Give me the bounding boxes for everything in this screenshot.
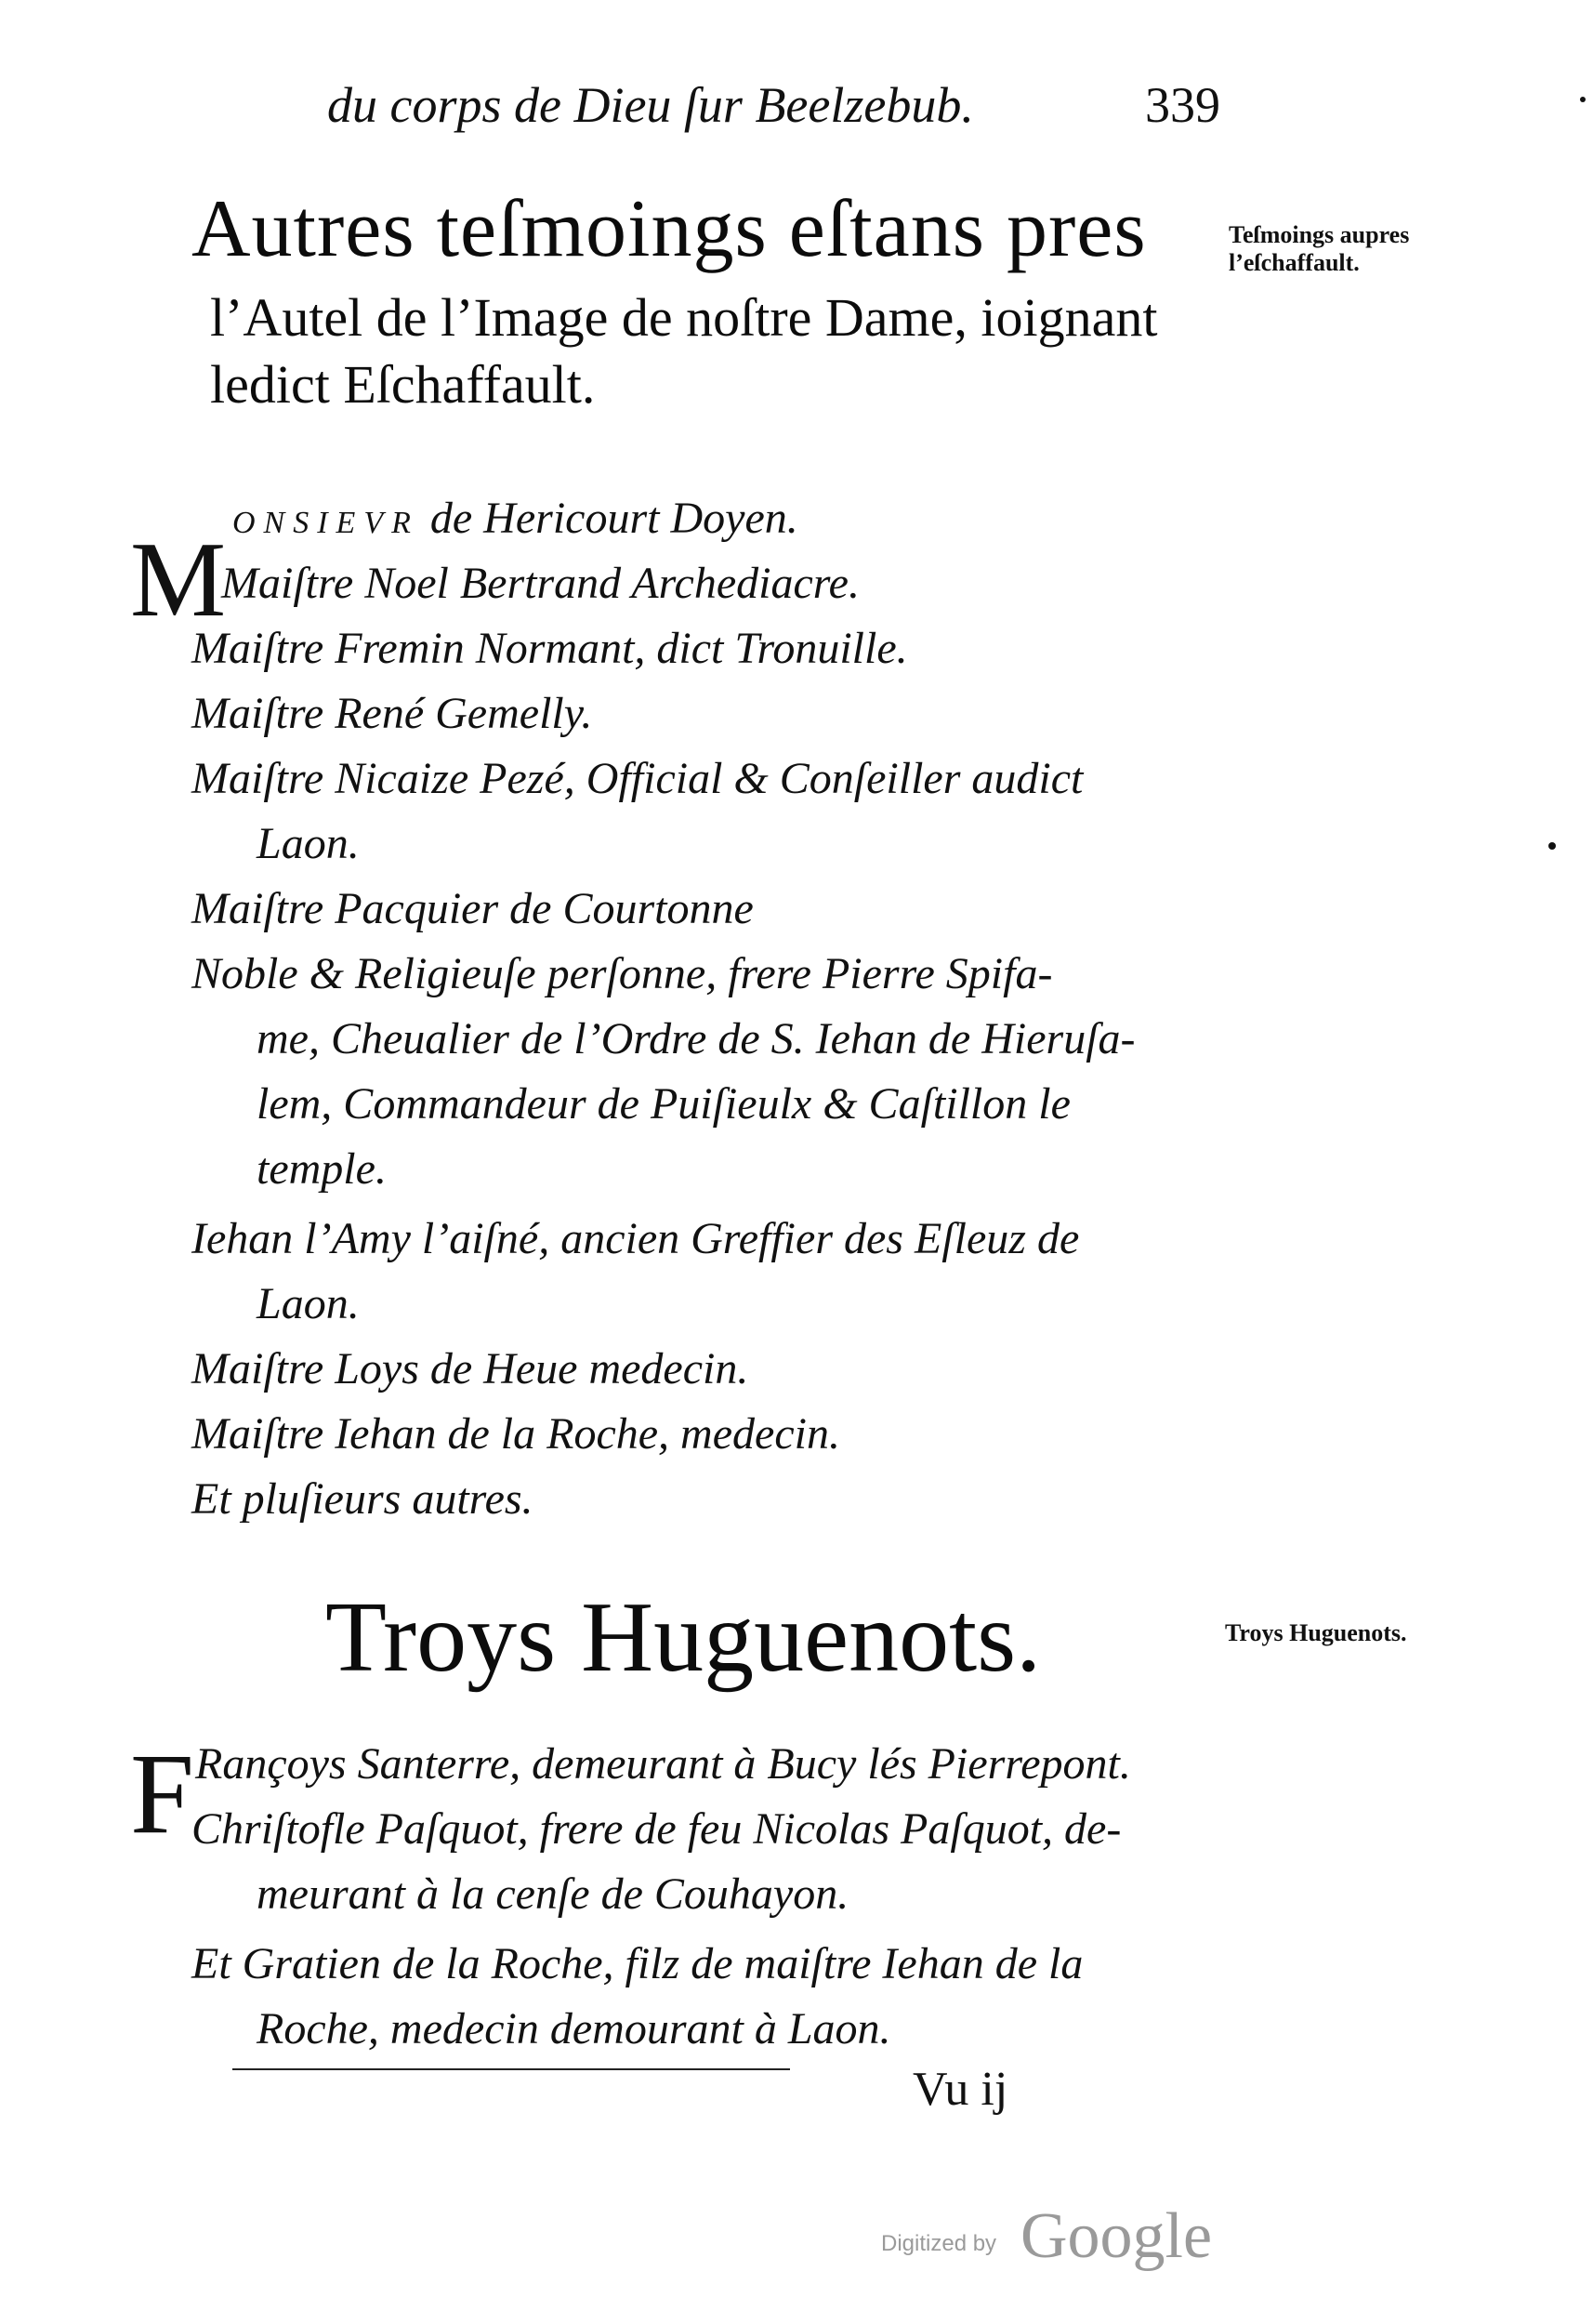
drop-cap-m: M xyxy=(130,521,227,640)
running-head: du corps de Dieu ſur Beelzebub. xyxy=(327,77,974,133)
list-item: Maiſtre René Gemelly. xyxy=(191,689,593,738)
list-item: temple. xyxy=(257,1144,387,1194)
side-note-huguenots: Troys Huguenots. xyxy=(1225,1619,1407,1646)
list-item: Laon. xyxy=(257,819,360,868)
scan-speck xyxy=(1580,97,1586,102)
list-item: Noble & Religieuſe perſonne, frere Pierre Spifa- xyxy=(191,949,1053,998)
list-item: Et Gratien de la Roche, filz de maiſtre Iehan de la xyxy=(191,1939,1084,1988)
list-item: Roche, medecin demourant à Laon. xyxy=(257,2004,891,2053)
list-item: Maiſtre Nicaize Pezé, Official & Conſeiller audict xyxy=(191,754,1084,803)
list-item: Laon. xyxy=(257,1279,360,1328)
list-item: Chriſtofle Paſquot, frere de feu Nicolas Paſquot, de- xyxy=(191,1804,1122,1854)
list-item: Maiſtre Iehan de la Roche, medecin. xyxy=(191,1409,840,1459)
list-item: Maiſtre Fremin Normant, dict Tronuille. xyxy=(191,624,908,673)
section-heading-huguenots: Troys Huguenots. xyxy=(325,1582,1042,1693)
list-item: lem, Commandeur de Puiſieulx & Caſtillon le xyxy=(257,1079,1071,1129)
scan-speck xyxy=(1548,842,1556,850)
section-heading-line-2: l’Autel de l’Image de noſtre Dame, ioignant xyxy=(210,287,1158,348)
drop-cap-f: F xyxy=(130,1730,194,1857)
list-first-line-rest: de Hericourt Doyen. xyxy=(429,494,798,543)
list-item: Maiſtre Pacquier de Courtonne xyxy=(191,884,754,933)
list-item: Et pluſieurs autres. xyxy=(191,1474,533,1524)
list-item: Maiſtre Noel Bertrand Archediacre. xyxy=(221,559,860,608)
google-logo: Google xyxy=(1020,2200,1213,2272)
list-item: Maiſtre Loys de Heue medecin. xyxy=(191,1344,749,1393)
list-first-line xyxy=(232,493,798,544)
section-heading-line-3: ledict Eſchaffault. xyxy=(210,354,596,415)
section-heading-line-1: Autres teſmoings eſtans pres xyxy=(191,184,1147,274)
list-item: me, Cheualier de l’Ordre de S. Iehan de Hieruſa- xyxy=(257,1014,1136,1063)
small-caps-word: ONSIEVR xyxy=(232,506,419,540)
side-note-witnesses: Teſmoings aupres l’eſchaffault. xyxy=(1229,221,1410,276)
list-item: meurant à la cenſe de Couhayon. xyxy=(257,1869,849,1919)
list-item: Iehan l’Amy l’aiſné, ancien Greffier des Eſleuz de xyxy=(191,1214,1080,1263)
divider xyxy=(232,2068,790,2070)
list-first-line: Rançoys Santerre, demeurant à Bucy lés Pierrepont. xyxy=(195,1739,1131,1789)
page-number: 339 xyxy=(1145,77,1220,133)
digitized-label: Digitized by xyxy=(881,2231,997,2256)
signature-mark: Vu ij xyxy=(913,2063,1008,2116)
